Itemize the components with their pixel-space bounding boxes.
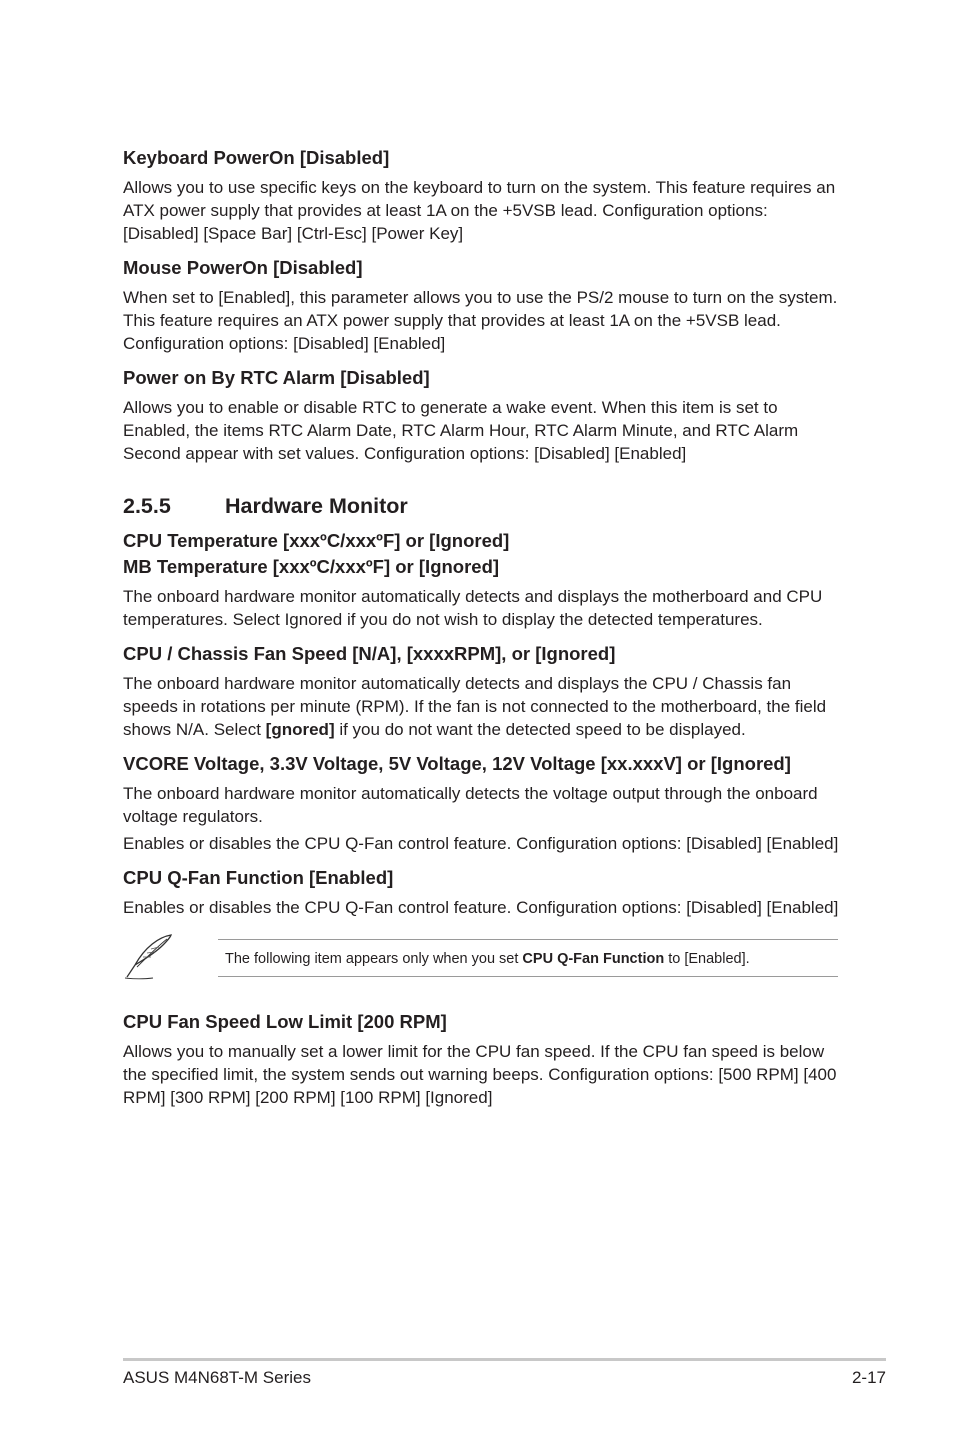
note: [123, 939, 843, 999]
note-text-bold: CPU Q-Fan Function: [522, 951, 665, 967]
page-content: [123, 145, 843, 1119]
item-title: Keyboard PowerOn [Disabled]: [123, 147, 390, 168]
item-description: Enables or disables the CPU Q-Fan control feature. Configuration options: [Disabled] [Enabled]: [123, 898, 839, 917]
item-fan-low-limit: [123, 1009, 843, 1109]
note-text-pre: The following item appears only when you set: [225, 951, 523, 967]
item-description-2: Enables or disables the CPU Q-Fan control feature. Configuration options: [Disabled] [Enabled]: [123, 834, 839, 853]
item-title: VCORE Voltage, 3.3V Voltage, 5V Voltage, 12V Voltage [xx.xxxV] or [Ignored]: [123, 753, 791, 774]
item-description: Allows you to manually set a lower limit for the CPU fan speed. If the CPU fan speed is below the specified limit, the system sends out warning beeps. Configuration options: [500 RPM] [400 RPM] [300 RPM] [200 RPM] [100 RPM] [Ignored]: [123, 1042, 837, 1107]
item-qfan-function: [123, 865, 843, 919]
note-text: [218, 939, 838, 977]
desc-bold: [gnored]: [265, 720, 335, 739]
item-title: Power on By RTC Alarm [Disabled]: [123, 367, 430, 388]
footer-page-number: 2-17: [851, 1368, 886, 1387]
section-title: Hardware Monitor: [225, 494, 408, 518]
item-description: The onboard hardware monitor automatically detects the voltage output through the onboard voltage regulators.: [123, 784, 818, 826]
item-fan-speed: [123, 641, 843, 741]
item-mouse-poweron: [123, 255, 843, 355]
item-temperature: [123, 528, 843, 631]
item-title-mb-temp: MB Temperature [xxxºC/xxxºF] or [Ignored]: [123, 556, 500, 577]
desc-text: if you do not want the detected speed to be displayed.: [334, 720, 746, 739]
item-voltage: [123, 751, 843, 855]
item-title: CPU Q-Fan Function [Enabled]: [123, 867, 394, 888]
item-description: [123, 672, 843, 741]
item-title: Mouse PowerOn [Disabled]: [123, 257, 363, 278]
section-heading: [123, 492, 843, 520]
footer-divider: [123, 1358, 886, 1361]
footer-product-name: ASUS M4N68T-M Series: [123, 1368, 311, 1387]
item-keyboard-poweron: [123, 145, 843, 245]
note-text-post: to [Enabled].: [664, 951, 750, 967]
item-description: The onboard hardware monitor automatically detects and displays the motherboard and CPU temperatures. Select Ignored if you do not wish to display the detected temperatures.: [123, 587, 823, 629]
section-number: 2.5.5: [123, 494, 171, 518]
feather-pen-icon: [123, 933, 175, 981]
item-description: Allows you to use specific keys on the keyboard to turn on the system. This feature requires an ATX power supply that provides at least 1A on the +5VSB lead. Configuration options: [Disabled] [Space Bar] [Ctrl-Esc] [Power Key]: [123, 178, 836, 243]
item-description: When set to [Enabled], this parameter allows you to use the PS/2 mouse to turn on the system. This feature requires an ATX power supply that provides at least 1A on the +5VSB lead. Configuration options: [Disabled] [Enabled]: [123, 288, 838, 353]
item-rtc-alarm: [123, 365, 843, 465]
desc-text: The onboard hardware monitor automatically detects and displays the CPU / Chassis fan speeds in rotations per minute (RPM). If the fan is not connected to the motherboard, the field shows N/A. Select: [123, 674, 827, 739]
item-title: CPU Fan Speed Low Limit [200 RPM]: [123, 1011, 447, 1032]
item-description: Allows you to enable or disable RTC to generate a wake event. When this item is set to Enabled, the items RTC Alarm Date, RTC Alarm Hour, RTC Alarm Minute, and RTC Alarm Second appear with set values. Configuration options: [Disabled] [Enabled]: [123, 398, 799, 463]
item-title: CPU / Chassis Fan Speed [N/A], [xxxxRPM], or [Ignored]: [123, 643, 616, 664]
item-title-cpu-temp: CPU Temperature [xxxºC/xxxºF] or [Ignored]: [123, 530, 510, 551]
